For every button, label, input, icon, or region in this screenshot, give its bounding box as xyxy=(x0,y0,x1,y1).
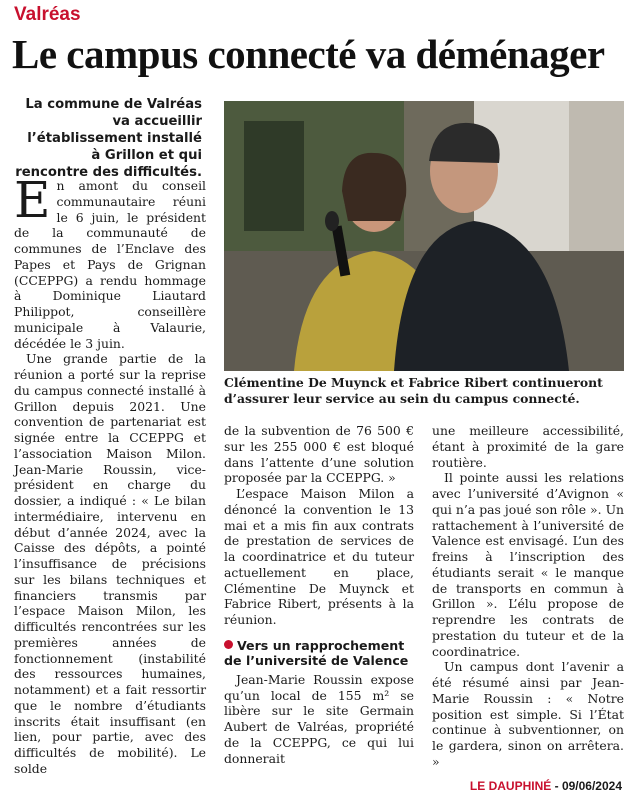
article-lead: La commune de Valréas va accueillir l’établissement installé à Grillon et qui rencontre des difficultés. xyxy=(15,97,202,180)
newspaper-name: LE DAUPHINÉ xyxy=(469,779,552,793)
column-2 xyxy=(224,423,414,766)
footer-separator: - xyxy=(551,779,562,793)
subheading xyxy=(224,638,414,668)
section-kicker: Valréas xyxy=(14,4,81,25)
drop-cap: E xyxy=(14,171,51,229)
paragraph: L’espace Maison Milon a dénoncé la convention le 13 mai et a mis fin aux contrats de prestation de services de la coordinatrice et du tuteur actuellement en place, Clémentine De Muynck et Fabrice Ribert, présents à la réunion. xyxy=(224,486,414,627)
paragraph: de la subvention de 76 500 € sur les 255 000 € est bloqué dans l’attente d’une solution proposée par la CCEPPG. » xyxy=(224,423,414,486)
bullet-icon xyxy=(224,640,233,649)
publication-date: 09/06/2024 xyxy=(561,779,622,793)
subheading-text: Vers un rapprochement de l’université de Valence xyxy=(224,637,409,668)
source-footer xyxy=(470,779,622,793)
photo-caption: Clémentine De Muynck et Fabrice Ribert continueront d’assurer leur service au sein du campus connecté. xyxy=(224,375,603,406)
paragraph: Une grande partie de la réunion a porté sur la reprise du campus connecté installé à Grillon depuis 2021. Une convention de partenariat est signée entre la CCEPPG et l’association Maison Milon. Jean-Marie Roussin, vice-président en charge du dossier, a indiqué : « Le bilan intermédiaire, intervenu en début d’année 2024, avec la Caisse des dépôts, a pointé l’insuffisance de précisions sur les bilans techniques et financiers transmis par l’espace Maison Milon, les difficultés rencontrées sur les premières années de fonctionnement (instabilité des ressources humaines, notamment) et a fait ressortir que le nombre d’étudiants inscrits était insuffisant (en lien, pour partie, avec des difficultés de mobilité). Le solde xyxy=(14,351,206,776)
article-headline: Le campus connecté va déménager xyxy=(12,31,605,77)
column-1 xyxy=(14,171,206,777)
column-3 xyxy=(432,423,624,770)
photo-illustration xyxy=(224,101,624,371)
paragraph: une meilleure accessibilité, étant à proximité de la gare routière. xyxy=(432,423,624,470)
paragraph xyxy=(14,171,206,351)
paragraph: Jean-Marie Roussin expose qu’un local de 155 m² se libère sur le site Germain Aubert de Valréas, propriété de la CCEPPG, ce qui lui donnerait xyxy=(224,671,414,766)
paragraph-text: n amont du conseil communautaire réuni le 6 juin, le président de la communauté de communes de l’Enclave des Papes et Pays de Grignan (CCEPPG) a rendu hommage à Dominique Liautard Philippot, conseillère municipale à Valaurie, décédée le 3 juin. xyxy=(14,178,206,351)
paragraph: Il pointe aussi les relations avec l’université d’Avignon « qui n’a pas joué son rôle ». Un rattachement à l’université de Valence est envisagé. L’un des freins à l’inscription des étudiants serait « le manque de transports en commun à Grillon ». L’élu propose de reprendre les contrats de prestation du tuteur et de la coordinatrice. xyxy=(432,470,624,659)
paragraph: Un campus dont l’avenir a été résumé ainsi par Jean-Marie Roussin : « Notre position est simple. Si l’État continue à subventionner, on le gardera, sinon on arrêtera. » xyxy=(432,659,624,769)
article-photo xyxy=(224,101,624,371)
